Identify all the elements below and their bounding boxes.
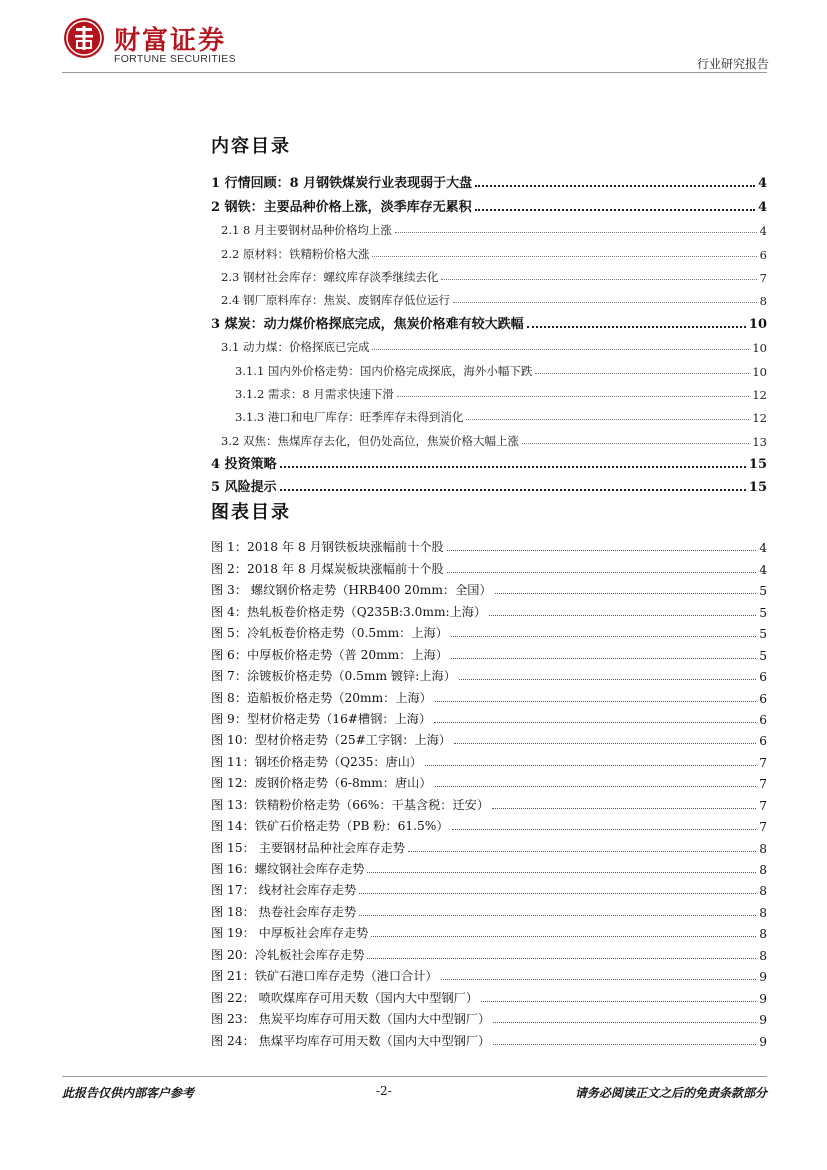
toc-entry[interactable] bbox=[211, 285, 767, 308]
dot-leader bbox=[408, 850, 756, 852]
entry-page-number: 10 bbox=[748, 316, 767, 332]
entry-label: 3.2 双焦：焦煤库存去化，但仍处高位，焦炭价格大幅上涨 bbox=[221, 433, 519, 448]
footer-disclaimer-right: 请务必阅读正文之后的免责条款部分 bbox=[574, 1086, 767, 1100]
entry-page-number: 8 bbox=[759, 294, 767, 309]
entry-page-number: 4 bbox=[757, 199, 767, 215]
toc-entry[interactable] bbox=[211, 191, 767, 214]
dot-leader bbox=[359, 914, 756, 916]
entry-page-number: 4 bbox=[759, 562, 767, 577]
entry-page-number: 4 bbox=[759, 541, 767, 556]
entry-label: 图 22： 喷吹煤库存可用天数（国内大中型钢厂） bbox=[211, 990, 479, 1005]
entry-label: 3.1.2 需求：8 月需求快速下滑 bbox=[235, 386, 394, 401]
figure-entry[interactable] bbox=[211, 963, 767, 984]
entry-page-number: 5 bbox=[759, 584, 767, 599]
dot-leader bbox=[495, 592, 757, 594]
entry-page-number: 6 bbox=[759, 734, 767, 749]
entry-label: 图 4：热轧板卷价格走势（Q235B:3.0mm:上海） bbox=[211, 604, 487, 619]
figure-entry[interactable] bbox=[211, 834, 767, 855]
contents-list bbox=[211, 168, 767, 495]
dot-leader bbox=[447, 571, 757, 573]
entry-label: 图 3： 螺纹钢价格走势（HRB400 20mm：全国） bbox=[211, 583, 492, 598]
figure-entry[interactable] bbox=[211, 920, 767, 941]
entry-page-number: 10 bbox=[752, 364, 767, 379]
dot-leader bbox=[367, 957, 756, 959]
entry-label: 4 投资策略 bbox=[211, 457, 277, 473]
dot-leader bbox=[441, 978, 757, 980]
dot-leader bbox=[466, 418, 749, 420]
entry-page-number: 9 bbox=[759, 970, 767, 985]
dot-leader bbox=[451, 657, 756, 659]
dot-leader bbox=[434, 721, 756, 723]
entry-label: 5 风险提示 bbox=[211, 480, 277, 496]
header-divider bbox=[62, 72, 767, 73]
entry-page-number: 9 bbox=[759, 1034, 767, 1049]
figure-entry[interactable] bbox=[211, 791, 767, 812]
entry-label: 图 10：型材价格走势（25#工字钢：上海） bbox=[211, 733, 452, 748]
figure-entry[interactable] bbox=[211, 663, 767, 684]
entry-label: 图 23： 焦炭平均库存可用天数（国内大中型钢厂） bbox=[211, 1012, 491, 1027]
page-number: -2- bbox=[376, 1084, 392, 1098]
entry-label: 图 18： 热卷社会库存走势 bbox=[211, 904, 357, 919]
dot-leader bbox=[359, 892, 756, 894]
entry-page-number: 9 bbox=[759, 991, 767, 1006]
dot-leader bbox=[475, 208, 755, 211]
figures-list bbox=[211, 534, 767, 1049]
entry-label: 3 煤炭：动力煤价格探底完成，焦炭价格难有较大跌幅 bbox=[211, 316, 524, 332]
figure-entry[interactable] bbox=[211, 941, 767, 962]
logo-english-name: FORTUNE SECURITIES bbox=[114, 53, 236, 65]
entry-label: 图 13：铁精粉价格走势（66%：干基含税：迁安） bbox=[211, 797, 490, 812]
dot-leader bbox=[435, 785, 757, 787]
entry-label: 图 19： 中厚板社会库存走势 bbox=[211, 926, 369, 941]
dot-leader bbox=[481, 1000, 756, 1002]
entry-label: 图 15： 主要钢材品种社会库存走势 bbox=[211, 840, 405, 855]
entry-page-number: 7 bbox=[759, 270, 767, 285]
dot-leader bbox=[454, 742, 756, 744]
entry-page-number: 8 bbox=[759, 948, 767, 963]
entry-page-number: 12 bbox=[752, 387, 767, 402]
dot-leader bbox=[535, 372, 749, 374]
entry-label: 2.3 钢材社会库存：螺纹库存淡季继续去化 bbox=[221, 269, 439, 284]
dot-leader bbox=[492, 807, 756, 809]
toc-entry[interactable] bbox=[211, 262, 767, 285]
dot-leader bbox=[489, 614, 756, 616]
toc-entry[interactable] bbox=[211, 238, 767, 261]
entry-page-number: 7 bbox=[759, 798, 767, 813]
entry-label: 3.1.1 国内外价格走势：国内价格完成探底，海外小幅下跌 bbox=[235, 363, 533, 378]
dot-leader bbox=[372, 348, 749, 350]
dot-leader bbox=[453, 301, 757, 303]
entry-label: 图 14：铁矿石价格走势（PB 粉：61.5%） bbox=[211, 819, 449, 834]
figure-entry[interactable] bbox=[211, 706, 767, 727]
dot-leader bbox=[447, 549, 757, 551]
entry-page-number: 6 bbox=[759, 247, 767, 262]
dot-leader bbox=[280, 488, 746, 491]
figure-entry[interactable] bbox=[211, 813, 767, 834]
dot-leader bbox=[452, 828, 757, 830]
toc-entry[interactable] bbox=[211, 449, 767, 472]
dot-leader bbox=[367, 871, 756, 873]
entry-label: 2.2 原材料：铁精粉价格大涨 bbox=[221, 246, 370, 261]
entry-label: 3.1 动力煤：价格探底已完成 bbox=[221, 340, 370, 355]
entry-page-number: 10 bbox=[752, 341, 767, 356]
footer-divider bbox=[62, 1076, 767, 1077]
logo-emblem-icon bbox=[64, 18, 104, 58]
figure-entry[interactable] bbox=[211, 898, 767, 919]
entry-page-number: 6 bbox=[759, 691, 767, 706]
dot-leader bbox=[280, 465, 746, 468]
entry-label: 图 11：钢坯价格走势（Q235：唐山） bbox=[211, 754, 423, 769]
figure-entry[interactable] bbox=[211, 555, 767, 576]
entry-label: 图 9：型材价格走势（16#槽钢：上海） bbox=[211, 711, 432, 726]
entry-page-number: 4 bbox=[757, 176, 767, 192]
figure-entry[interactable] bbox=[211, 770, 767, 791]
entry-page-number: 15 bbox=[748, 480, 767, 496]
dot-leader bbox=[475, 184, 755, 187]
entry-label: 图 20：冷轧板社会库存走势 bbox=[211, 947, 365, 962]
figure-entry[interactable] bbox=[211, 641, 767, 662]
figures-title: 图表目录 bbox=[211, 502, 291, 523]
entry-page-number: 12 bbox=[752, 411, 767, 426]
entry-page-number: 9 bbox=[759, 1013, 767, 1028]
figure-entry[interactable] bbox=[211, 598, 767, 619]
toc-entry[interactable] bbox=[211, 355, 767, 378]
entry-page-number: 8 bbox=[759, 927, 767, 942]
entry-page-number: 6 bbox=[759, 670, 767, 685]
entry-page-number: 8 bbox=[759, 841, 767, 856]
entry-page-number: 7 bbox=[759, 755, 767, 770]
entry-label: 图 8：造船板价格走势（20mm：上海） bbox=[211, 690, 432, 705]
entry-label: 图 16：螺纹钢社会库存走势 bbox=[211, 862, 365, 876]
entry-label: 图 21：铁矿石港口库存走势（港口合计） bbox=[211, 969, 438, 984]
entry-label: 1 行情回顾：8 月钢铁煤炭行业表现弱于大盘 bbox=[211, 176, 473, 192]
entry-page-number: 5 bbox=[759, 605, 767, 620]
dot-leader bbox=[395, 231, 757, 233]
dot-leader bbox=[527, 325, 746, 328]
dot-leader bbox=[441, 278, 756, 280]
entry-page-number: 8 bbox=[759, 884, 767, 899]
entry-label: 2.4 钢厂原料库存：焦炭、废钢库存低位运行 bbox=[221, 293, 450, 308]
entry-page-number: 4 bbox=[759, 224, 767, 239]
entry-label: 图 24： 焦煤平均库存可用天数（国内大中型钢厂） bbox=[211, 1033, 491, 1048]
figure-entry[interactable] bbox=[211, 1006, 767, 1027]
toc-entry[interactable] bbox=[211, 379, 767, 402]
figure-entry[interactable] bbox=[211, 684, 767, 705]
entry-label: 图 17： 线材社会库存走势 bbox=[211, 883, 357, 898]
figure-entry[interactable] bbox=[211, 534, 767, 555]
figure-entry[interactable] bbox=[211, 727, 767, 748]
entry-label: 图 7：涂镀板价格走势（0.5mm 镀锌:上海） bbox=[211, 669, 456, 684]
entry-page-number: 5 bbox=[759, 627, 767, 642]
figure-entry[interactable] bbox=[211, 577, 767, 598]
toc-entry[interactable] bbox=[211, 332, 767, 355]
entry-page-number: 7 bbox=[759, 777, 767, 792]
dot-leader bbox=[397, 395, 749, 397]
entry-label: 2 钢铁：主要品种价格上涨，淡季库存无累积 bbox=[211, 199, 472, 215]
toc-entry[interactable] bbox=[211, 308, 767, 331]
toc-entry[interactable] bbox=[211, 215, 767, 238]
footer-disclaimer-left: 此报告仅供内部客户参考 bbox=[62, 1086, 195, 1100]
figure-entry[interactable] bbox=[211, 856, 767, 877]
dot-leader bbox=[493, 1043, 756, 1045]
dot-leader bbox=[493, 1021, 756, 1023]
dot-leader bbox=[371, 935, 756, 937]
company-logo bbox=[64, 18, 244, 68]
entry-label: 图 12：废钢价格走势（6-8mm：唐山） bbox=[211, 776, 432, 791]
figure-entry[interactable] bbox=[211, 877, 767, 898]
entry-page-number: 6 bbox=[759, 712, 767, 727]
toc-entry[interactable] bbox=[211, 168, 767, 191]
dot-leader bbox=[372, 255, 756, 257]
entry-label: 图 2：2018 年 8 月煤炭板块涨幅前十个股 bbox=[211, 561, 444, 576]
entry-page-number: 8 bbox=[759, 905, 767, 920]
entry-label: 图 6：中厚板价格走势（普 20mm：上海） bbox=[211, 647, 448, 662]
dot-leader bbox=[459, 678, 756, 680]
dot-leader bbox=[522, 442, 749, 444]
figure-entry[interactable] bbox=[211, 984, 767, 1005]
report-type-label: 行业研究报告 bbox=[696, 57, 769, 71]
entry-page-number: 8 bbox=[759, 863, 767, 877]
figure-entry[interactable] bbox=[211, 620, 767, 641]
dot-leader bbox=[451, 635, 756, 637]
entry-label: 3.1.3 港口和电厂库存：旺季库存未得到消化 bbox=[235, 410, 464, 425]
toc-entry[interactable] bbox=[211, 402, 767, 425]
entry-page-number: 13 bbox=[752, 434, 767, 449]
toc-entry[interactable] bbox=[211, 425, 767, 448]
dot-leader bbox=[435, 700, 756, 702]
toc-entry[interactable] bbox=[211, 472, 767, 495]
entry-page-number: 7 bbox=[759, 820, 767, 835]
entry-label: 图 1：2018 年 8 月钢铁板块涨幅前十个股 bbox=[211, 540, 444, 555]
figure-entry[interactable] bbox=[211, 1027, 767, 1048]
page-header bbox=[0, 0, 827, 80]
contents-title: 内容目录 bbox=[211, 136, 291, 157]
entry-label: 2.1 8 月主要钢材品种价格均上涨 bbox=[221, 223, 392, 238]
entry-page-number: 5 bbox=[759, 648, 767, 663]
entry-page-number: 15 bbox=[748, 457, 767, 473]
dot-leader bbox=[425, 764, 756, 766]
logo-chinese-name: 财富证券 bbox=[114, 26, 227, 56]
figure-entry[interactable] bbox=[211, 748, 767, 769]
entry-label: 图 5：冷轧板卷价格走势（0.5mm：上海） bbox=[211, 626, 448, 641]
